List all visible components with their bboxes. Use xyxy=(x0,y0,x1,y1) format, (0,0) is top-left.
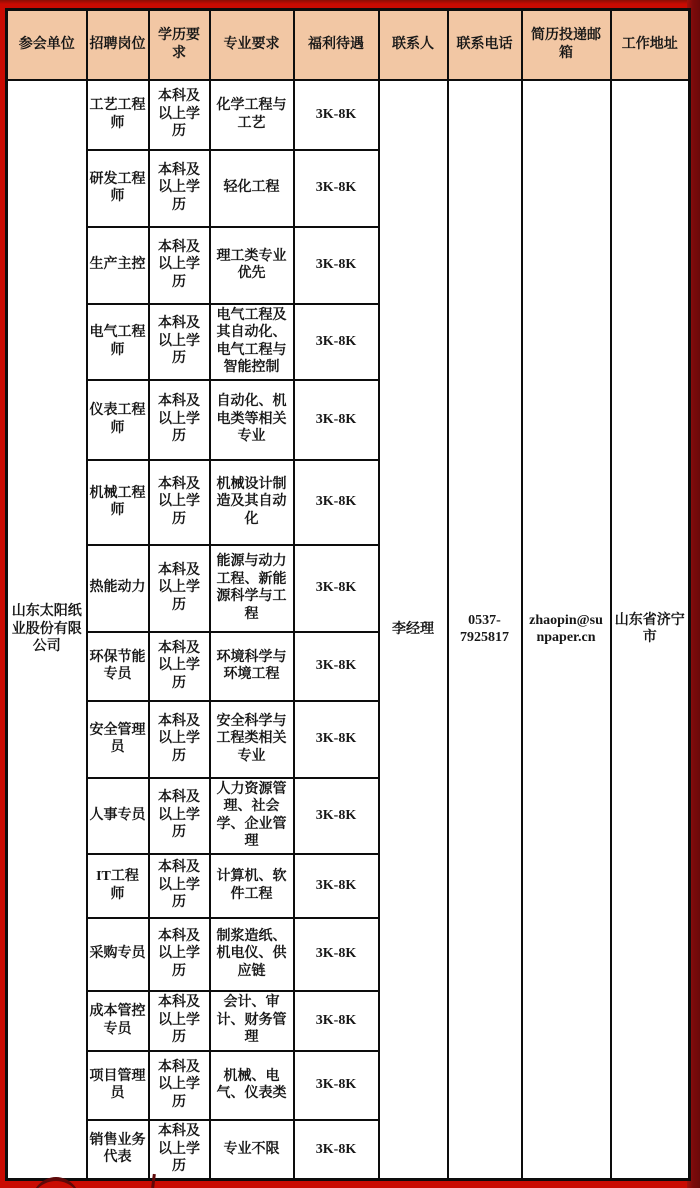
header-row xyxy=(7,10,690,80)
cell-salary: 3K-8K xyxy=(294,150,379,227)
cell-salary: 3K-8K xyxy=(294,918,379,991)
cell-education: 本科及以上学历 xyxy=(149,918,210,991)
cell-position: 生产主控 xyxy=(87,227,149,304)
cell-position: 机械工程师 xyxy=(87,460,149,545)
cell-salary: 3K-8K xyxy=(294,227,379,304)
cell-position: 电气工程师 xyxy=(87,304,149,380)
resume-email-cell: zhaopin@sunpaper.cn xyxy=(522,80,611,1180)
cell-major: 电气工程及其自动化、电气工程与智能控制 xyxy=(210,304,294,380)
col-header-location: 工作地址 xyxy=(611,10,690,80)
cell-salary: 3K-8K xyxy=(294,1120,379,1180)
contact-phone-cell: 0537-7925817 xyxy=(448,80,522,1180)
cell-salary: 3K-8K xyxy=(294,460,379,545)
cell-position: 安全管理员 xyxy=(87,701,149,778)
cell-major: 机械设计制造及其自动化 xyxy=(210,460,294,545)
cell-major: 计算机、软件工程 xyxy=(210,854,294,918)
cell-education: 本科及以上学历 xyxy=(149,701,210,778)
cell-major: 制浆造纸、机电仪、供应链 xyxy=(210,918,294,991)
cell-position: 人事专员 xyxy=(87,778,149,854)
cell-major: 人力资源管理、社会学、企业管理 xyxy=(210,778,294,854)
cell-education: 本科及以上学历 xyxy=(149,380,210,460)
cell-salary: 3K-8K xyxy=(294,632,379,701)
cell-salary: 3K-8K xyxy=(294,778,379,854)
cell-education: 本科及以上学历 xyxy=(149,991,210,1051)
cell-education: 本科及以上学历 xyxy=(149,1120,210,1180)
cell-position: 成本管控专员 xyxy=(87,991,149,1051)
cell-position: 研发工程师 xyxy=(87,150,149,227)
company-name-cell: 山东太阳纸业股份有限公司 xyxy=(7,80,87,1180)
cell-major: 专业不限 xyxy=(210,1120,294,1180)
cell-major: 理工类专业优先 xyxy=(210,227,294,304)
cell-salary: 3K-8K xyxy=(294,545,379,632)
col-header-contact: 联系人 xyxy=(379,10,448,80)
col-header-education: 学历要求 xyxy=(149,10,210,80)
cell-major: 机械、电气、仪表类 xyxy=(210,1051,294,1120)
contact-person-cell: 李经理 xyxy=(379,80,448,1180)
cell-education: 本科及以上学历 xyxy=(149,778,210,854)
cell-position: 仪表工程师 xyxy=(87,380,149,460)
cell-salary: 3K-8K xyxy=(294,304,379,380)
cell-education: 本科及以上学历 xyxy=(149,1051,210,1120)
cell-education: 本科及以上学历 xyxy=(149,304,210,380)
cell-major: 自动化、机电类等相关专业 xyxy=(210,380,294,460)
cell-position: 环保节能专员 xyxy=(87,632,149,701)
cell-salary: 3K-8K xyxy=(294,854,379,918)
job-table xyxy=(5,8,691,1181)
col-header-email: 简历投递邮箱 xyxy=(522,10,611,80)
cell-major: 轻化工程 xyxy=(210,150,294,227)
cell-salary: 3K-8K xyxy=(294,991,379,1051)
cell-salary: 3K-8K xyxy=(294,80,379,150)
cell-position: 项目管理员 xyxy=(87,1051,149,1120)
cell-position: 热能动力 xyxy=(87,545,149,632)
cell-education: 本科及以上学历 xyxy=(149,460,210,545)
cell-salary: 3K-8K xyxy=(294,701,379,778)
cell-position: 工艺工程师 xyxy=(87,80,149,150)
cell-salary: 3K-8K xyxy=(294,1051,379,1120)
col-header-major: 专业要求 xyxy=(210,10,294,80)
col-header-position: 招聘岗位 xyxy=(87,10,149,80)
work-location-cell: 山东省济宁市 xyxy=(611,80,690,1180)
col-header-company: 参会单位 xyxy=(7,10,87,80)
cell-major: 能源与动力工程、新能源科学与工程 xyxy=(210,545,294,632)
cell-major: 会计、审计、财务管理 xyxy=(210,991,294,1051)
cell-education: 本科及以上学历 xyxy=(149,227,210,304)
cell-position: 销售业务代表 xyxy=(87,1120,149,1180)
cell-education: 本科及以上学历 xyxy=(149,632,210,701)
cell-position: 采购专员 xyxy=(87,918,149,991)
cell-education: 本科及以上学历 xyxy=(149,150,210,227)
cell-major: 安全科学与工程类相关专业 xyxy=(210,701,294,778)
cell-major: 化学工程与工艺 xyxy=(210,80,294,150)
col-header-salary: 福利待遇 xyxy=(294,10,379,80)
cell-education: 本科及以上学历 xyxy=(149,545,210,632)
cell-education: 本科及以上学历 xyxy=(149,80,210,150)
cell-position: IT工程师 xyxy=(87,854,149,918)
job-row xyxy=(7,80,690,150)
col-header-phone: 联系电话 xyxy=(448,10,522,80)
job-table-container xyxy=(5,8,688,1175)
cell-major: 环境科学与环境工程 xyxy=(210,632,294,701)
cell-salary: 3K-8K xyxy=(294,380,379,460)
cell-education: 本科及以上学历 xyxy=(149,854,210,918)
